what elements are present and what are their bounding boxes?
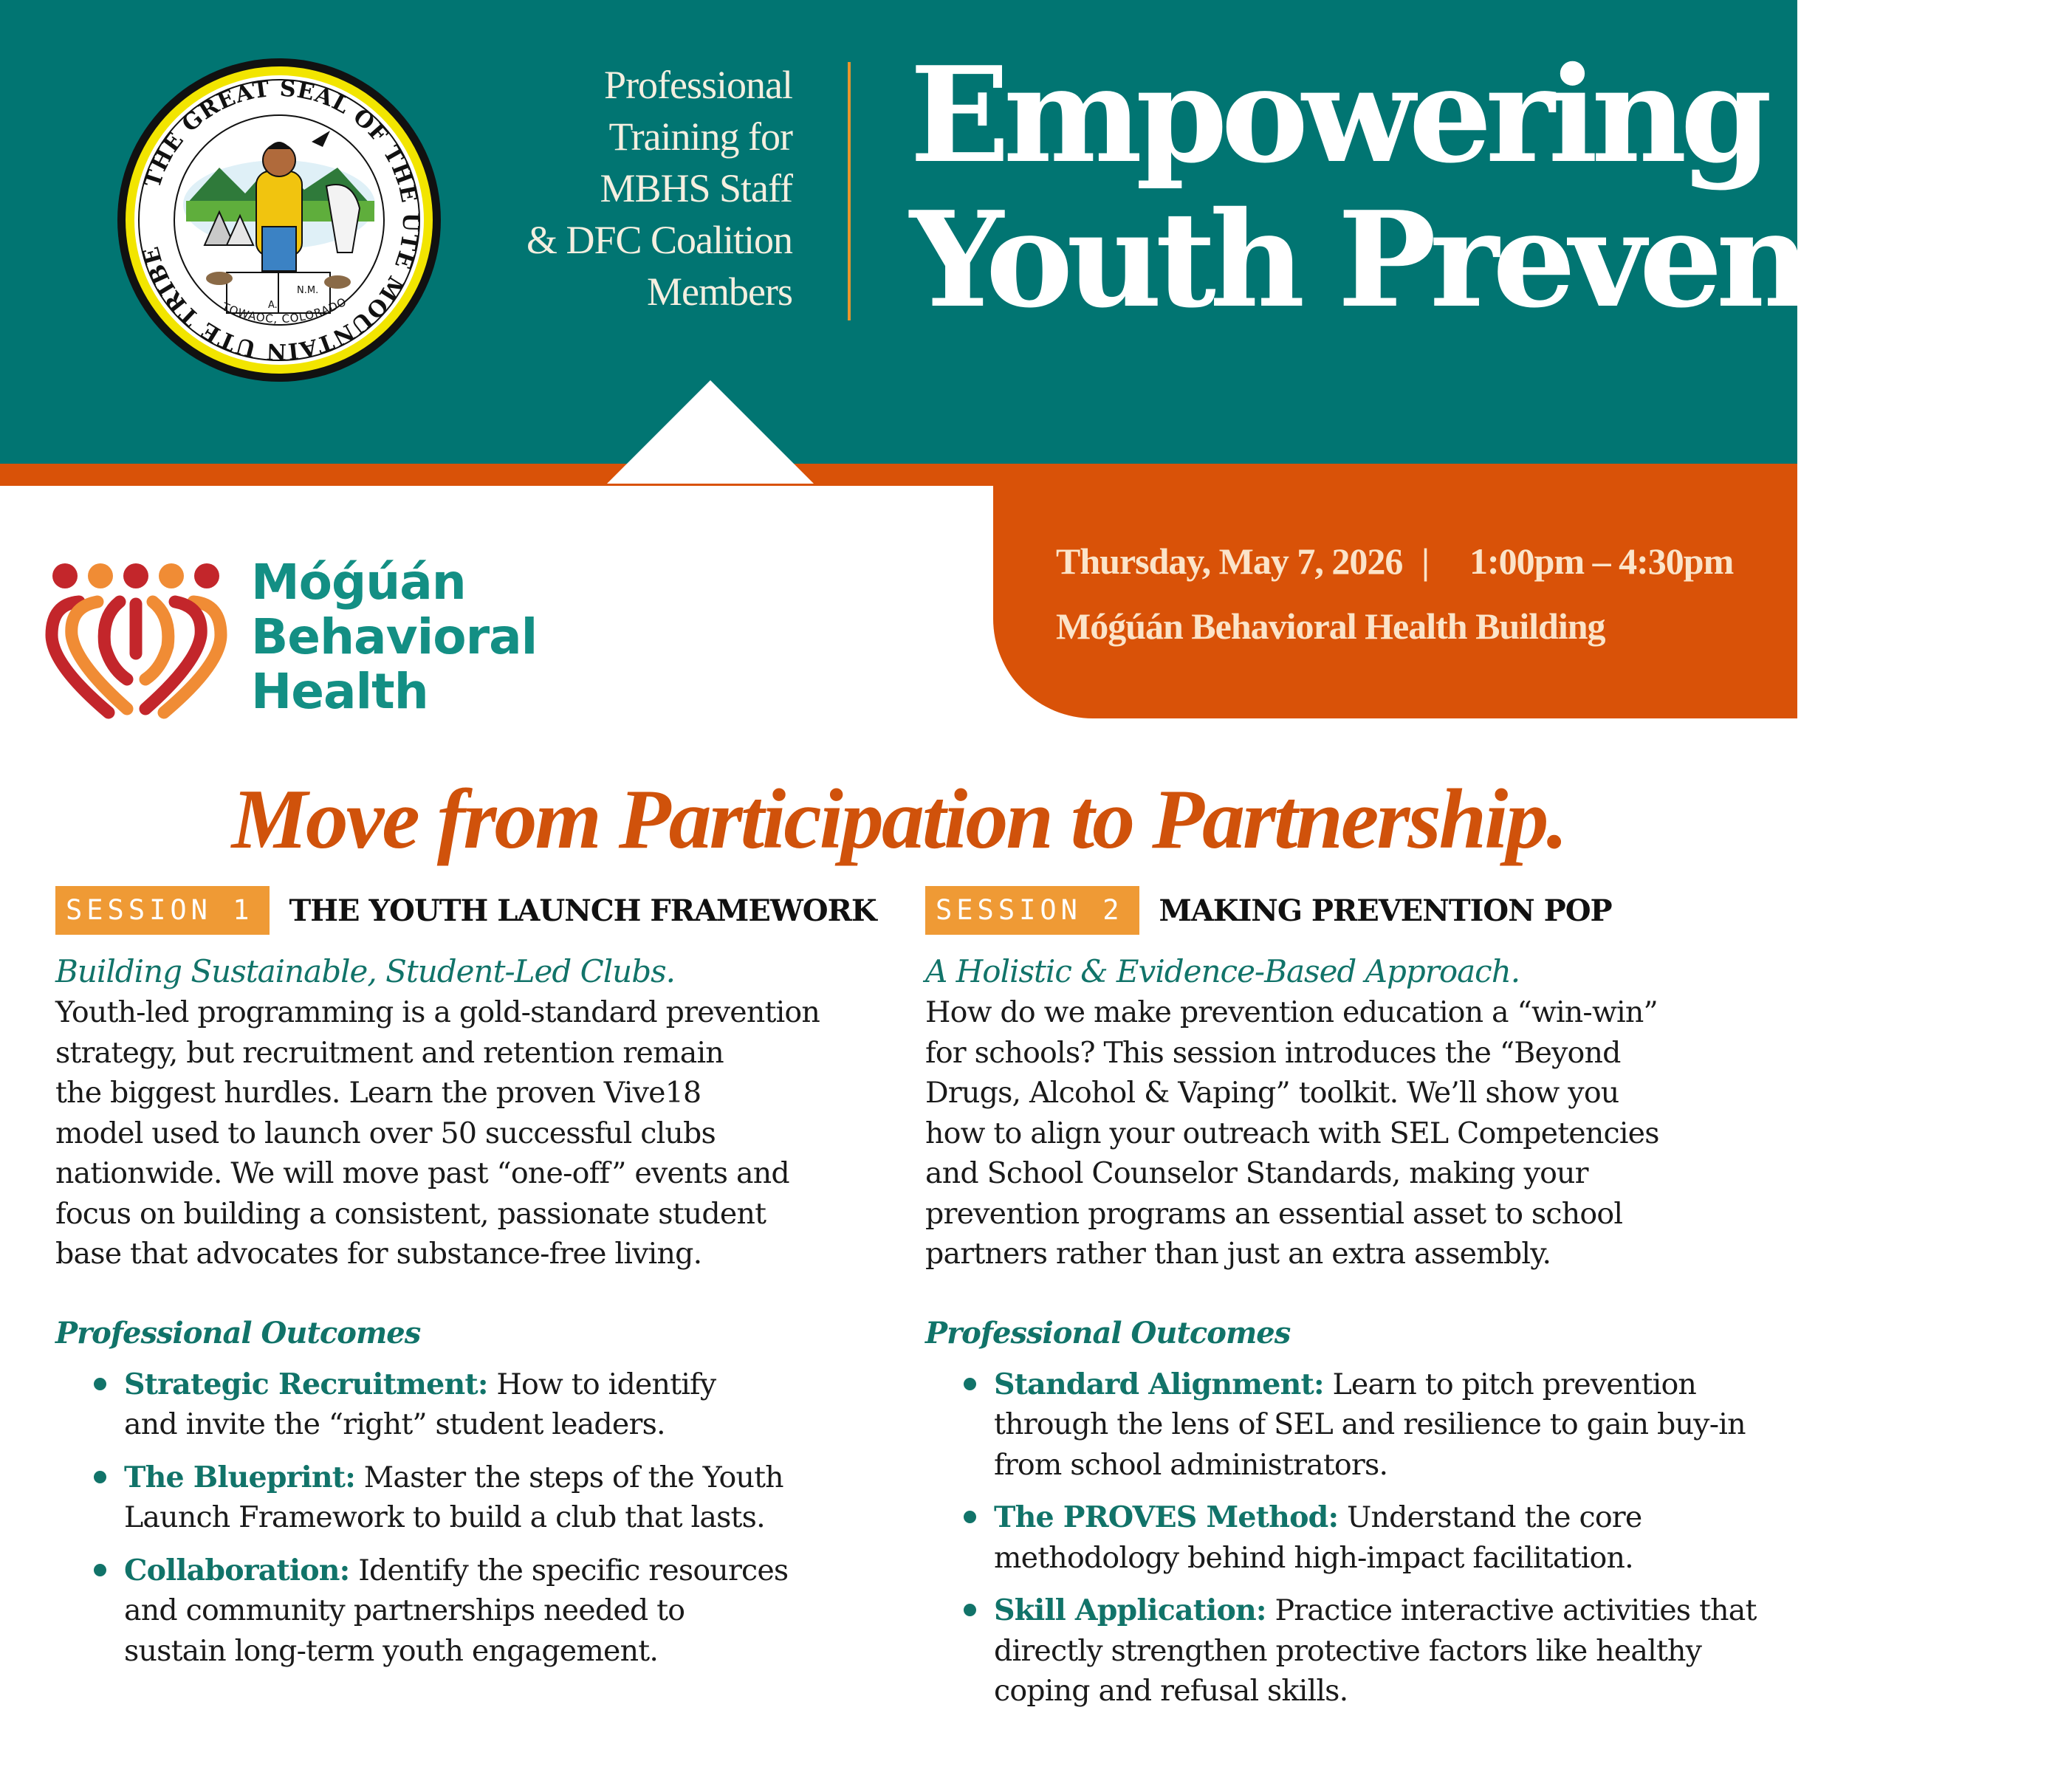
header-divider: [848, 62, 851, 320]
session-1-column: [55, 886, 882, 1683]
session-2-column: [925, 886, 1774, 1724]
list-item: [925, 1497, 1774, 1578]
list-item: [55, 1551, 882, 1672]
list-item: [55, 1364, 882, 1445]
seal-map-label-nm: N.M.: [297, 285, 319, 296]
description-line: Youth-led programming is a gold-standard prevention: [55, 995, 820, 1029]
outcome-line: through the lens of SEL and resilience to gain buy-in: [994, 1407, 1746, 1441]
session-2-subtitle: A Holistic & Evidence-Based Approach.: [925, 953, 1520, 989]
session-2-outcomes-list: [925, 1364, 1774, 1712]
description-line: partners rather than just an extra assembly.: [925, 1237, 1551, 1271]
tribal-seal-icon: [116, 57, 442, 383]
outcome-line: methodology behind high-impact facilitation.: [994, 1540, 1633, 1575]
seal-ring-text: THE GREAT SEAL OF THE UTE MOUNTAIN UTE TRIBE: [137, 75, 424, 365]
outcome-first-line: [124, 1551, 882, 1591]
organization-name-line: Móǵúán: [251, 554, 466, 611]
outcome-lead: The PROVES Method:: [994, 1500, 1339, 1534]
description-line: nationwide. We will move past “one-off” events and: [55, 1156, 789, 1190]
description-line: How do we make prevention education a “win-win”: [925, 995, 1658, 1029]
outcome-line: sustain long-term youth engagement.: [124, 1633, 659, 1668]
outcome-line: from school administrators.: [994, 1447, 1388, 1482]
session-1-header: [55, 886, 882, 935]
organization-name: [251, 555, 537, 719]
description-line: focus on building a consistent, passionate student: [55, 1196, 766, 1231]
audience-line: Training for: [608, 114, 792, 159]
bullet-dot-icon: [94, 1564, 106, 1576]
outcome-lead: Standard Alignment:: [994, 1367, 1324, 1401]
description-line: for schools? This session introduces the “Beyond: [925, 1035, 1621, 1070]
outcome-lead: The Blueprint:: [124, 1460, 356, 1494]
outcome-first-line: [994, 1364, 1774, 1405]
description-line: strategy, but recruitment and retention remain: [55, 1035, 724, 1070]
description-line: base that advocates for substance-free living.: [55, 1237, 702, 1271]
description-line: model used to launch over 50 successful clubs: [55, 1116, 716, 1150]
session-2-badge: SESSION 2: [925, 886, 1139, 935]
outcome-line: and community partnerships needed to: [124, 1593, 685, 1627]
bullet-dot-icon: [964, 1378, 976, 1390]
session-1-outcomes-heading: Professional Outcomes: [55, 1315, 421, 1350]
organization-name-line: Behavioral: [251, 608, 538, 665]
description-line: how to align your outreach with SEL Competencies: [925, 1116, 1659, 1150]
session-2-description: [925, 992, 1774, 1274]
outcome-text: Master the steps of the Youth: [355, 1460, 783, 1494]
description-line: the biggest hurdles. Learn the proven Vive18: [55, 1076, 701, 1110]
audience-line: MBHS Staff: [600, 166, 792, 210]
outcome-lead: Collaboration:: [124, 1553, 350, 1587]
outcome-line: Launch Framework to build a club that lasts.: [124, 1500, 765, 1534]
bullet-dot-icon: [964, 1604, 976, 1616]
description-line: Drugs, Alcohol & Vaping” toolkit. We’ll show you: [925, 1076, 1619, 1110]
event-separator: |: [1421, 540, 1430, 582]
bullet-dot-icon: [964, 1511, 976, 1523]
outcome-line: coping and refusal skills.: [994, 1674, 1348, 1708]
session-1-badge: SESSION 1: [55, 886, 270, 935]
event-venue: Móǵúán Behavioral Health Building: [1056, 605, 1605, 647]
list-item: [55, 1458, 882, 1538]
page-title: [910, 38, 2072, 337]
audience-line: Members: [647, 270, 792, 314]
session-2-outcomes-heading: Professional Outcomes: [925, 1315, 1291, 1350]
session-2-title: MAKING PREVENTION POP: [1159, 893, 1612, 928]
seal-bottom-text: TOWAOC, COLORADO: [220, 295, 349, 326]
outcome-text: Learn to pitch prevention: [1323, 1367, 1697, 1401]
outcome-lead: Strategic Recruitment:: [124, 1367, 488, 1401]
audience-subtitle: [510, 59, 792, 317]
outcome-first-line: [994, 1497, 1774, 1538]
page-title-line: Youth Prevention: [910, 182, 2072, 337]
session-1-subtitle: Building Sustainable, Student-Led Clubs.: [55, 953, 676, 989]
outcome-text: Practice interactive activities that: [1266, 1593, 1757, 1627]
outcome-text: Understand the core: [1338, 1500, 1642, 1534]
bullet-dot-icon: [94, 1471, 106, 1483]
outcome-first-line: [124, 1458, 882, 1498]
bullet-dot-icon: [94, 1378, 106, 1390]
session-1-description: [55, 992, 882, 1274]
list-item: [925, 1590, 1774, 1712]
outcome-line: and invite the “right” student leaders.: [124, 1407, 665, 1441]
event-date: Thursday, May 7, 2026: [1056, 540, 1403, 582]
mbh-logo-icon: [46, 561, 227, 720]
event-time: 1:00pm – 4:30pm: [1469, 540, 1734, 582]
audience-line: & DFC Coalition: [526, 218, 792, 262]
list-item: [925, 1364, 1774, 1486]
audience-line: Professional: [604, 63, 792, 107]
outcome-first-line: [124, 1364, 882, 1405]
outcome-line: directly strengthen protective factors like healthy: [994, 1633, 1702, 1668]
organization-name-line: Health: [251, 663, 428, 720]
seal-map-label-a: A.: [268, 300, 278, 311]
outcome-lead: Skill Application:: [994, 1593, 1266, 1627]
tagline: Move from Participation to Partnership.: [231, 772, 1566, 867]
outcome-text: Identify the specific resources: [349, 1553, 789, 1587]
outcome-text: How to identify: [487, 1367, 716, 1401]
page-title-line: Empowering: [910, 38, 1766, 192]
session-1-title: THE YOUTH LAUNCH FRAMEWORK: [289, 893, 877, 928]
event-info-panel: [993, 484, 1797, 718]
description-line: prevention programs an essential asset to school: [925, 1196, 1623, 1231]
session-2-header: [925, 886, 1774, 935]
session-1-outcomes-list: [55, 1364, 882, 1672]
outcome-first-line: [994, 1590, 1774, 1631]
description-line: and School Counselor Standards, making your: [925, 1156, 1588, 1190]
